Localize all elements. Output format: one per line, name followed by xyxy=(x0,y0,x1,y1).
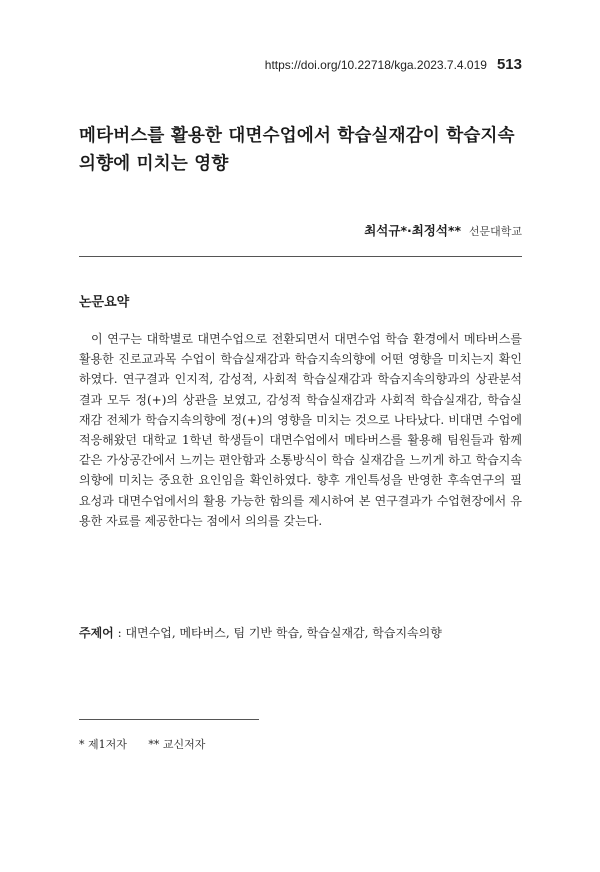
abstract-body: 이 연구는 대학별로 대면수업으로 전환되면서 대면수업 학습 환경에서 메타버스를 활용한 진로교과목 수업이 학습실재감과 학습지속의향에 어떤 영향을 미치는지 확인하였다. 연구결과 인지적, 감성적, 사회적 학습실재감과 학습지속의향과의 상관분석결과 모두 정(+)의 상관을 보였고, 감성적 학습실재감과 사회적 학습실재감, 학습실재감 전체가 학습지속의향에 정(+)의 영향을 미치는 것으로 나타났다. 비대면 수업에 적응해왔던 대학교 1학년 학생들이 대면수업에서 메타버스를 활용해 팀원들과 함께 같은 가상공간에서 느끼는 편안함과 소통방식이 학습 실재감을 느끼게 하고 학습지속의향에 미치는 중요한 요인임을 확인하였다. 향후 개인특성을 반영한 후속연구의 필요성과 대면수업에서의 활용 가능한 함의를 제시하여 본 연구결과가 수업현장에서 유용한 자료를 제공한다는 점에서 의의를 갖는다. xyxy=(79,332,522,528)
author-names: 최석규*·최정석** xyxy=(364,223,462,238)
footnote-corresponding-author: ** 교신저자 xyxy=(148,738,206,751)
abstract-heading: 논문요약 xyxy=(79,295,130,310)
keywords-label: 주제어 xyxy=(79,626,114,640)
keywords-text: 대면수업, 메타버스, 팀 기반 학습, 학습실재감, 학습지속의향 xyxy=(125,626,442,640)
title-divider xyxy=(79,256,522,257)
keywords-separator: : xyxy=(113,626,126,640)
doi-link[interactable]: https://doi.org/10.22718/kga.2023.7.4.019 xyxy=(264,58,487,72)
keywords-line xyxy=(79,624,442,641)
paper-title: 메타버스를 활용한 대면수업에서 학습실재감이 학습지속의향에 미치는 영향 xyxy=(79,126,515,174)
page-header xyxy=(265,56,522,73)
footnote-first-author: * 제1저자 xyxy=(79,738,127,751)
page-number: 513 xyxy=(496,56,522,73)
author-line xyxy=(364,221,522,239)
author-affiliation: 선문대학교 xyxy=(468,225,522,238)
footnotes xyxy=(79,736,205,752)
footnote-divider xyxy=(79,719,259,720)
